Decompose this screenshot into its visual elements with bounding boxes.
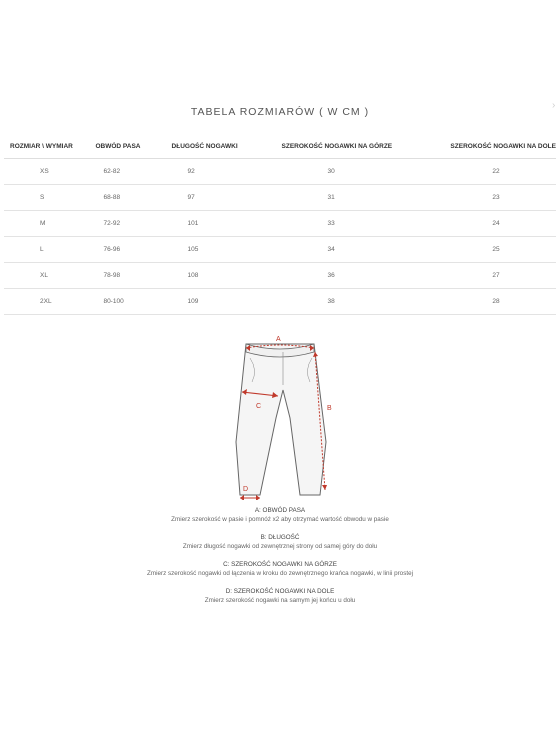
table-row xyxy=(4,185,556,211)
table-cell: 97 xyxy=(166,185,276,211)
table-cell: L xyxy=(4,237,89,263)
size-table xyxy=(4,134,556,315)
table-cell: 105 xyxy=(166,237,276,263)
label-a: A xyxy=(276,336,281,343)
table-cell: 38 xyxy=(276,289,445,315)
pants-outline xyxy=(236,344,326,495)
legend-title: D: SZEROKOŚĆ NOGAWKI NA DOLE xyxy=(225,588,335,595)
table-cell: 36 xyxy=(276,263,445,289)
table-cell: 25 xyxy=(444,237,556,263)
table-cell: M xyxy=(4,211,89,237)
table-cell: 24 xyxy=(444,211,556,237)
pants-diagram xyxy=(228,330,338,500)
page-title: TABELA ROZMIARÓW ( W CM ) xyxy=(190,106,370,118)
legend-item-b xyxy=(0,533,560,551)
header-leg-length: DŁUGOŚĆ NOGAWKI xyxy=(166,134,276,159)
table-row xyxy=(4,211,556,237)
table-cell: 2XL xyxy=(4,289,89,315)
table-cell: 28 xyxy=(444,289,556,315)
table-row xyxy=(4,263,556,289)
legend-title: B: DŁUGOŚĆ xyxy=(260,534,300,541)
header-size: ROZMIAR \ WYMIAR xyxy=(4,134,89,159)
table-cell: 33 xyxy=(276,211,445,237)
legend-desc: Zmierz długość nogawki od zewnętrznej strony od samej góry do dołu xyxy=(182,543,378,550)
table-cell: 31 xyxy=(276,185,445,211)
table-cell: 78-98 xyxy=(89,263,165,289)
table-cell: S xyxy=(4,185,89,211)
table-cell: 72-92 xyxy=(89,211,165,237)
label-d: D xyxy=(243,486,249,493)
table-cell: 30 xyxy=(276,159,445,185)
right-edge-chevron-icon: › xyxy=(552,100,556,111)
measure-d xyxy=(240,495,260,500)
header-waist: OBWÓD PASA xyxy=(89,134,165,159)
table-cell: 101 xyxy=(166,211,276,237)
legend-desc: Zmierz szerokość nogawki na samym jej końcu u dołu xyxy=(204,597,356,604)
legend-title: C: SZEROKOŚĆ NOGAWKI NA GÓRZE xyxy=(223,561,337,568)
table-row xyxy=(4,289,556,315)
table-cell: 109 xyxy=(166,289,276,315)
table-cell: XS xyxy=(4,159,89,185)
legend-title: A: OBWÓD PASA xyxy=(254,507,306,514)
legend-item-a xyxy=(0,506,560,524)
table-cell: 23 xyxy=(444,185,556,211)
table-row xyxy=(4,237,556,263)
table-cell: 92 xyxy=(166,159,276,185)
table-cell: XL xyxy=(4,263,89,289)
table-row xyxy=(4,159,556,185)
table-cell: 62-82 xyxy=(89,159,165,185)
table-header-row xyxy=(4,134,556,159)
legend-item-d xyxy=(0,587,560,605)
table-cell: 76-96 xyxy=(89,237,165,263)
legend-desc: Zmierz szerokość nogawki od łączenia w kroku do zewnętrznego krańca nogawki, w linii prostej xyxy=(147,570,413,577)
table-cell: 22 xyxy=(444,159,556,185)
table-cell: 108 xyxy=(166,263,276,289)
label-c: C xyxy=(256,403,262,410)
legend-desc: Zmierz szerokość w pasie i pomnóż x2 aby otrzymać wartość obwodu w pasie xyxy=(171,516,389,523)
table-cell: 27 xyxy=(444,263,556,289)
header-leg-width-bottom: SZEROKOŚĆ NOGAWKI NA DOLE xyxy=(444,134,556,159)
table-cell: 68-88 xyxy=(89,185,165,211)
table-cell: 34 xyxy=(276,237,445,263)
measurement-legend xyxy=(0,506,560,614)
table-cell: 80-100 xyxy=(89,289,165,315)
label-b: B xyxy=(327,405,332,412)
legend-item-c xyxy=(0,560,560,578)
header-leg-width-top: SZEROKOŚĆ NOGAWKI NA GÓRZE xyxy=(276,134,445,159)
